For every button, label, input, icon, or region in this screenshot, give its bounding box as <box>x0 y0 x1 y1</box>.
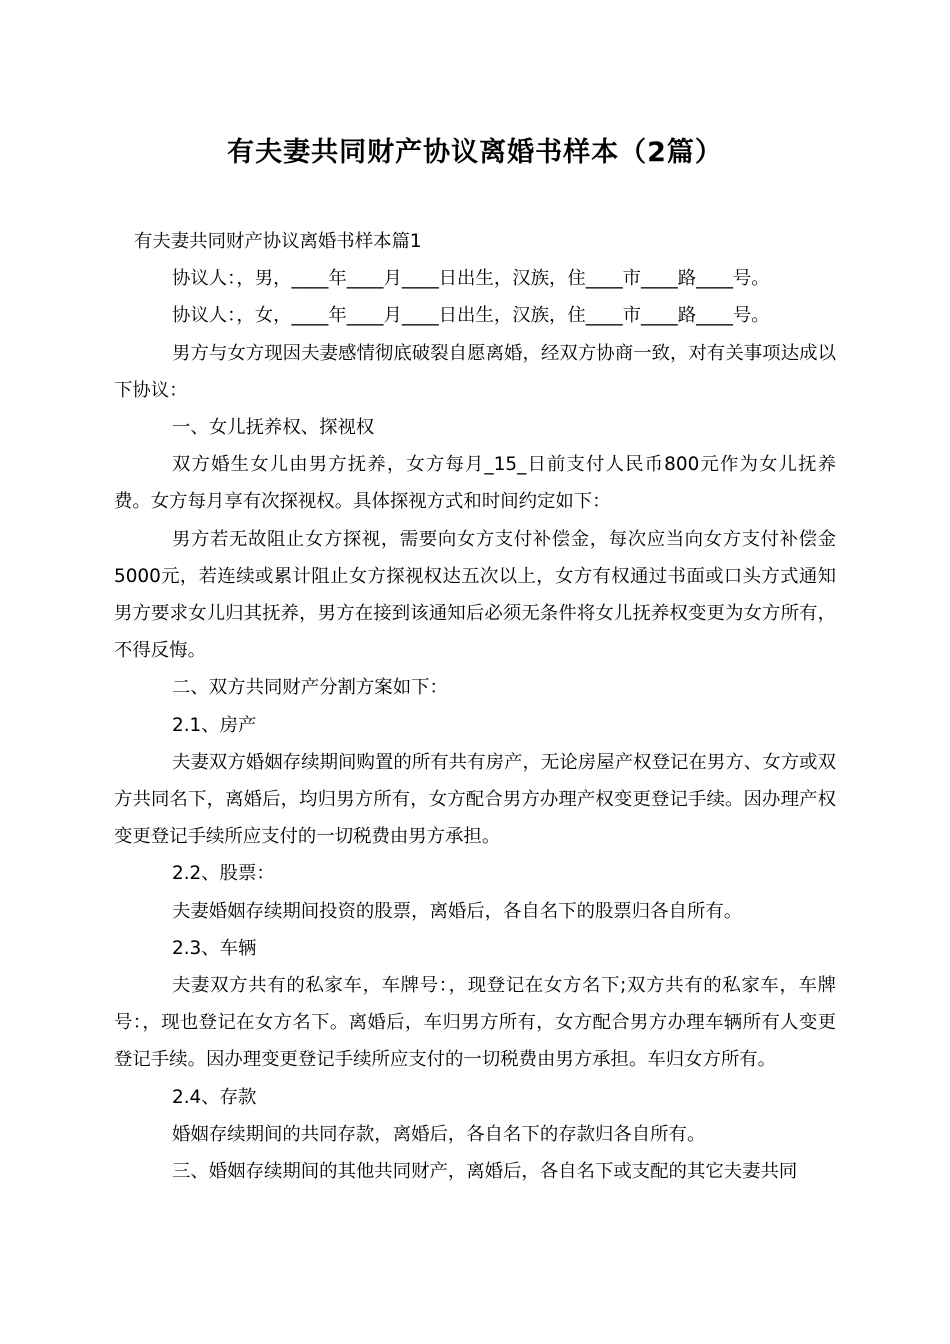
clause-heading: 一、女儿抚养权、探视权 <box>172 417 375 439</box>
document-body <box>114 223 836 1190</box>
clause-heading: 二、双方共同财产分割方案如下： <box>172 677 448 699</box>
document-title: 有夫妻共同财产协议离婚书样本（2篇） <box>227 137 723 168</box>
subclause-heading: 2.3、车辆 <box>172 937 257 959</box>
paragraph: 夫妻双方婚姻存续期间购置的所有共有房产，无论房屋产权登记在男方、女方或双方共同名下，离婚后，均归男方所有，女方配合男方办理产权变更登记手续。因办理产权变更登记手续所应支付的一切税费由男方承担。 <box>114 751 836 848</box>
paragraph: 双方婚生女儿由男方抚养，女方每月_15_日前支付人民币800元作为女儿抚养费。女方每月享有次探视权。具体探视方式和时间约定如下： <box>114 454 836 513</box>
paragraph: 协议人：，男，____年____月____日出生，汉族，住____市____路____号。 <box>172 268 770 290</box>
subclause-heading: 2.4、存款 <box>172 1086 257 1108</box>
clause-heading: 三、婚姻存续期间的其他共同财产，离婚后，各自名下或支配的其它夫妻共同 <box>172 1161 798 1183</box>
subclause-heading: 2.2、股票： <box>172 863 275 885</box>
paragraph: 婚姻存续期间的共同存款，离婚后，各自名下的存款归各自所有。 <box>172 1123 706 1145</box>
subclause-heading: 2.1、房产 <box>172 714 257 736</box>
paragraph: 男方若无故阻止女方探视，需要向女方支付补偿金，每次应当向女方支付补偿金5000元，若连续或累计阻止女方探视权达五次以上，女方有权通过书面或口头方式通知男方要求女儿归其抚养，男方在接到该通知后必须无条件将女儿抚养权变更为女方所有，不得反悔。 <box>114 528 836 662</box>
paragraph: 夫妻婚姻存续期间投资的股票，离婚后，各自名下的股票归各自所有。 <box>172 900 743 922</box>
paragraph: 协议人：，女，____年____月____日出生，汉族，住____市____路____号。 <box>172 305 770 327</box>
paragraph: 男方与女方现因夫妻感情彻底破裂自愿离婚，经双方协商一致，对有关事项达成以下协议： <box>114 342 836 401</box>
paragraph: 夫妻双方共有的私家车，车牌号：，现登记在女方名下;双方共有的私家车，车牌号：，现也登记在女方名下。离婚后，车归男方所有，女方配合男方办理车辆所有人变更登记手续。因办理变更登记手续所应支付的一切税费由男方承担。车归女方所有。 <box>114 975 836 1071</box>
section-heading: 有夫妻共同财产协议离婚书样本篇1 <box>134 231 422 252</box>
